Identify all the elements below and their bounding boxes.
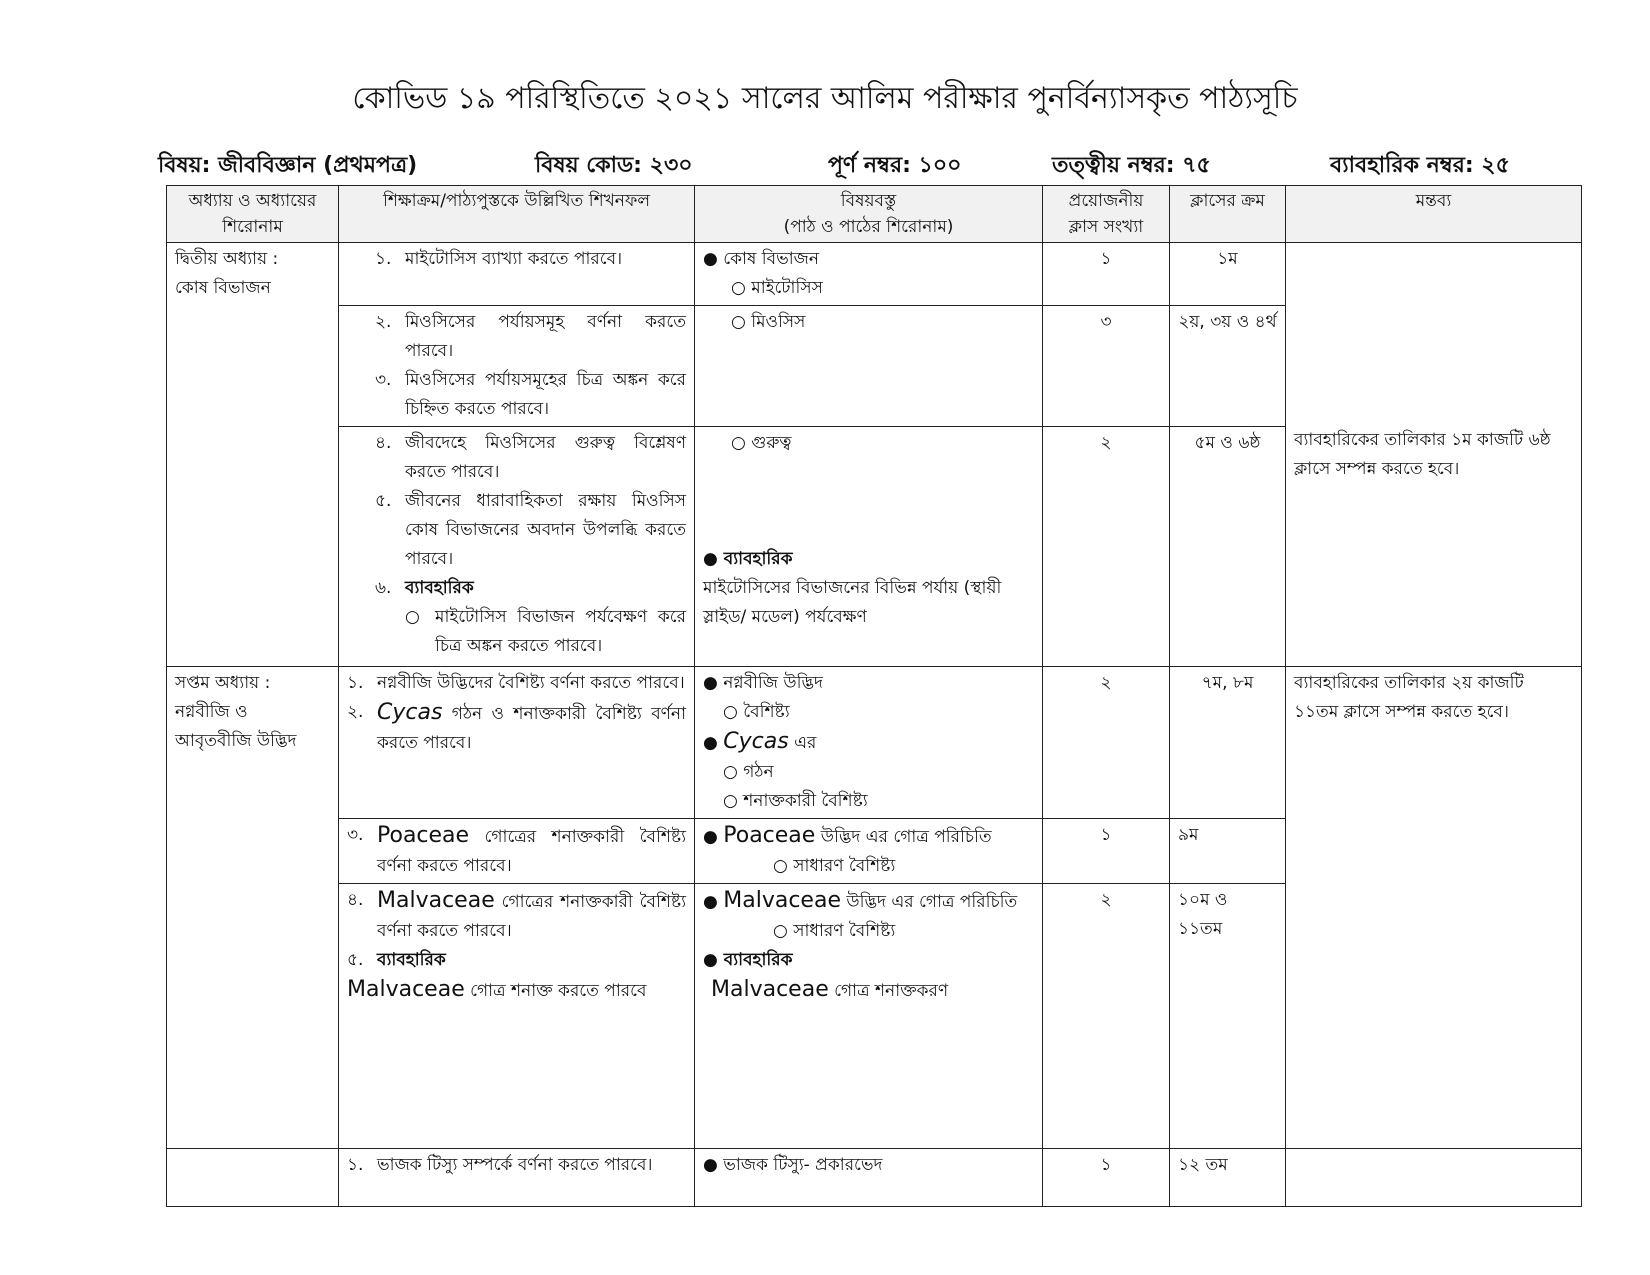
chapter-cell: দ্বিতীয় অধ্যায় : কোষ বিভাজন [167,243,339,667]
order-cell: ১ম [1170,243,1286,306]
classes-cell: ১ [1043,243,1170,306]
content-cell: ● Malvaceae উদ্ভিদ এর গোত্র পরিচিতি ○ সাধারণ বৈশিষ্ট্য ● ব্যাবহারিক Malvaceae গোত্র শনাক্তকরণ [695,884,1043,1149]
practical-marks: ব্যাবহারিক নম্বর: ২৫ [1330,153,1510,178]
outcome-cell: ৩. Poaceae গোত্রের শনাক্তকারী বৈশিষ্ট্য বর্ণনা করতে পারবে। [339,819,695,884]
remark-cell [1286,1149,1582,1207]
syllabus-table [166,185,1582,1207]
remark-cell: ব্যাবহারিকের তালিকার ১ম কাজটি ৬ষ্ঠ ক্লাসে সম্পন্ন করতে হবে। [1286,243,1582,667]
chapter-cell [167,1149,339,1207]
header-content: বিষয়বস্তু (পাঠ ও পাঠের শিরোনাম) [695,186,1043,243]
content-cell: ● নগ্নবীজি উদ্ভিদ ○ বৈশিষ্ট্য ● Cycas এর ○ গঠন ○ শনাক্তকারী বৈশিষ্ট্য [695,667,1043,819]
header-remarks: মন্তব্য [1286,186,1582,243]
order-cell: ৭ম, ৮ম [1170,667,1286,819]
subject-code: বিষয় কোড: ২৩০ [535,153,693,178]
outcome-cell: ১. মাইটোসিস ব্যাখ্যা করতে পারবে। [339,243,695,306]
subject-label: বিষয়: জীববিজ্ঞান (প্রথমপত্র) [158,153,418,178]
outcome-cell: ২. মিওসিসের পর্যায়সমূহ বর্ণনা করতে পারবে। ৩. মিওসিসের পর্যায়সমূহের চিত্র অঙ্কন করে চিহ্নিত করতে পারবে। [339,306,695,427]
header-outcomes: শিক্ষাক্রম/পাঠ্যপুস্তকে উল্লিখিত শিখনফল [339,186,695,243]
classes-cell: ১ [1043,819,1170,884]
content-cell: ● ভাজক টিস্যু- প্রকারভেদ [695,1149,1043,1207]
table-row [167,243,1582,306]
order-cell: ১২ তম [1170,1149,1286,1207]
theory-marks: তত্ত্বীয় নম্বর: ৭৫ [1052,153,1211,178]
outcome-cell: ১. নগ্নবীজি উদ্ভিদের বৈশিষ্ট্য বর্ণনা করতে পারবে। ২. Cycas গঠন ও শনাক্তকারী বৈশিষ্ট্য বর্ণনা করতে পারবে। [339,667,695,819]
table-row [167,1149,1582,1207]
order-cell: ২য়, ৩য় ও ৪র্থ [1170,306,1286,427]
classes-cell: ৩ [1043,306,1170,427]
classes-cell: ২ [1043,667,1170,819]
table-row [167,667,1582,819]
header-classes: প্রয়োজনীয় ক্লাস সংখ্যা [1043,186,1170,243]
chapter-cell: সপ্তম অধ্যায় : নগ্নবীজি ও আবৃতবীজি উদ্ভিদ [167,667,339,1149]
classes-cell: ১ [1043,1149,1170,1207]
content-cell: ○ গুরুত্ব ● ব্যাবহারিক মাইটোসিসের বিভাজনের বিভিন্ন পর্যায় (স্থায়ী স্লাইড/ মডেল) পর্যবেক্ষণ [695,427,1043,667]
content-cell: ● Poaceae উদ্ভিদ এর গোত্র পরিচিতি ○ সাধারণ বৈশিষ্ট্য [695,819,1043,884]
order-cell: ১০ম ও ১১তম [1170,884,1286,1149]
content-cell: ○ মিওসিস [695,306,1043,427]
header-order: ক্লাসের ক্রম [1170,186,1286,243]
outcome-cell: ৪. জীবদেহে মিওসিসের গুরুত্ব বিশ্লেষণ করতে পারবে। ৫. জীবনের ধারাবাহিকতা রক্ষায় মিওসিস কোষ বিভাজনের অবদান উপলব্ধি করতে পারবে। ৬. ব্যাবহারিক ○ মাইটোসিস বিভাজন পর্যবেক্ষণ করে চিত্র অঙ্কন করতে পারবে। [339,427,695,667]
outcome-cell: ৪. Malvaceae গোত্রের শনাক্তকারী বৈশিষ্ট্য বর্ণনা করতে পারবে। ৫. ব্যাবহারিক Malvaceae গোত্র শনাক্ত করতে পারবে [339,884,695,1149]
table-header-row [167,186,1582,243]
full-marks: পূর্ণ নম্বর: ১০০ [828,153,962,178]
header-chapter: অধ্যায় ও অধ্যায়ের শিরোনাম [167,186,339,243]
outcome-cell: ১. ভাজক টিস্যু সম্পর্কে বর্ণনা করতে পারবে। [339,1149,695,1207]
page-title: কোভিড ১৯ পরিস্থিতিতে ২০২১ সালের আলিম পরীক্ষার পুনর্বিন্যাসকৃত পাঠ্যসূচি [352,81,1298,116]
order-cell: ৫ম ও ৬ষ্ঠ [1170,427,1286,667]
order-cell: ৯ম [1170,819,1286,884]
classes-cell: ২ [1043,884,1170,1149]
remark-cell: ব্যাবহারিকের তালিকার ২য় কাজটি ১১তম ক্লাসে সম্পন্ন করতে হবে। [1286,667,1582,1149]
classes-cell: ২ [1043,427,1170,667]
content-cell: ● কোষ বিভাজন ○ মাইটোসিস [695,243,1043,306]
